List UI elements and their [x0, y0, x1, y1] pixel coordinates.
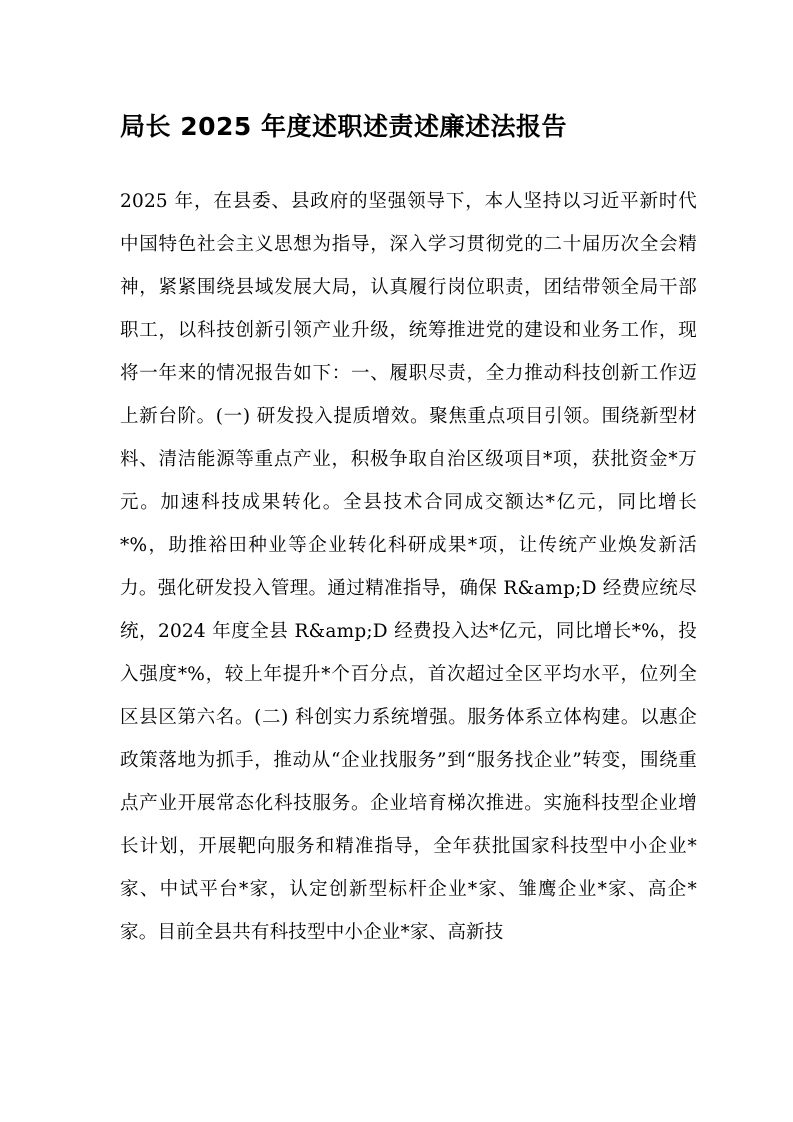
- body-paragraph: 2025 年，在县委、县政府的坚强领导下，本人坚持以习近平新时代中国特色社会主义思想为指导，深入学习贯彻党的二十届历次全会精神，紧紧围绕县域发展大局，认真履行岗位职责，团结带领全局干部职工，以科技创新引领产业升级，统筹推进党的建设和业务工作，现将一年来的情况报告如下：一、履职尽责，全力推动科技创新工作迈上新台阶。(一) 研发投入提质增效。聚焦重点项目引领。围绕新型材料、清洁能源等重点产业，积极争取自治区级项目*项，获批资金*万元。加速科技成果转化。全县技术合同成交额达*亿元，同比增长*%，助推裕田种业等企业转化科研成果*项，让传统产业焕发新活力。强化研发投入管理。通过精准指导，确保 R&amp;D 经费应统尽统，2024 年度全县 R&amp;D 经费投入达*亿元，同比增长*%，投入强度*%，较上年提升*个百分点，首次超过全区平均水平，位列全区县区第六名。(二) 科创实力系统增强。服务体系立体构建。以惠企政策落地为抓手，推动从“企业找服务”到“服务找企业”转变，围绕重点产业开展常态化科技服务。企业培育梯次推进。实施科技型企业增长计划，开展靶向服务和精准指导，全年获批国家科技型中小企业*家、中试平台*家，认定创新型标杆企业*家、雏鹰企业*家、高企*家。目前全县共有科技型中小企业*家、高新技: [120, 190, 697, 943]
- page-title: 局长 2025 年度述职述责述廉述法报告: [120, 112, 567, 141]
- document-body: [120, 180, 697, 954]
